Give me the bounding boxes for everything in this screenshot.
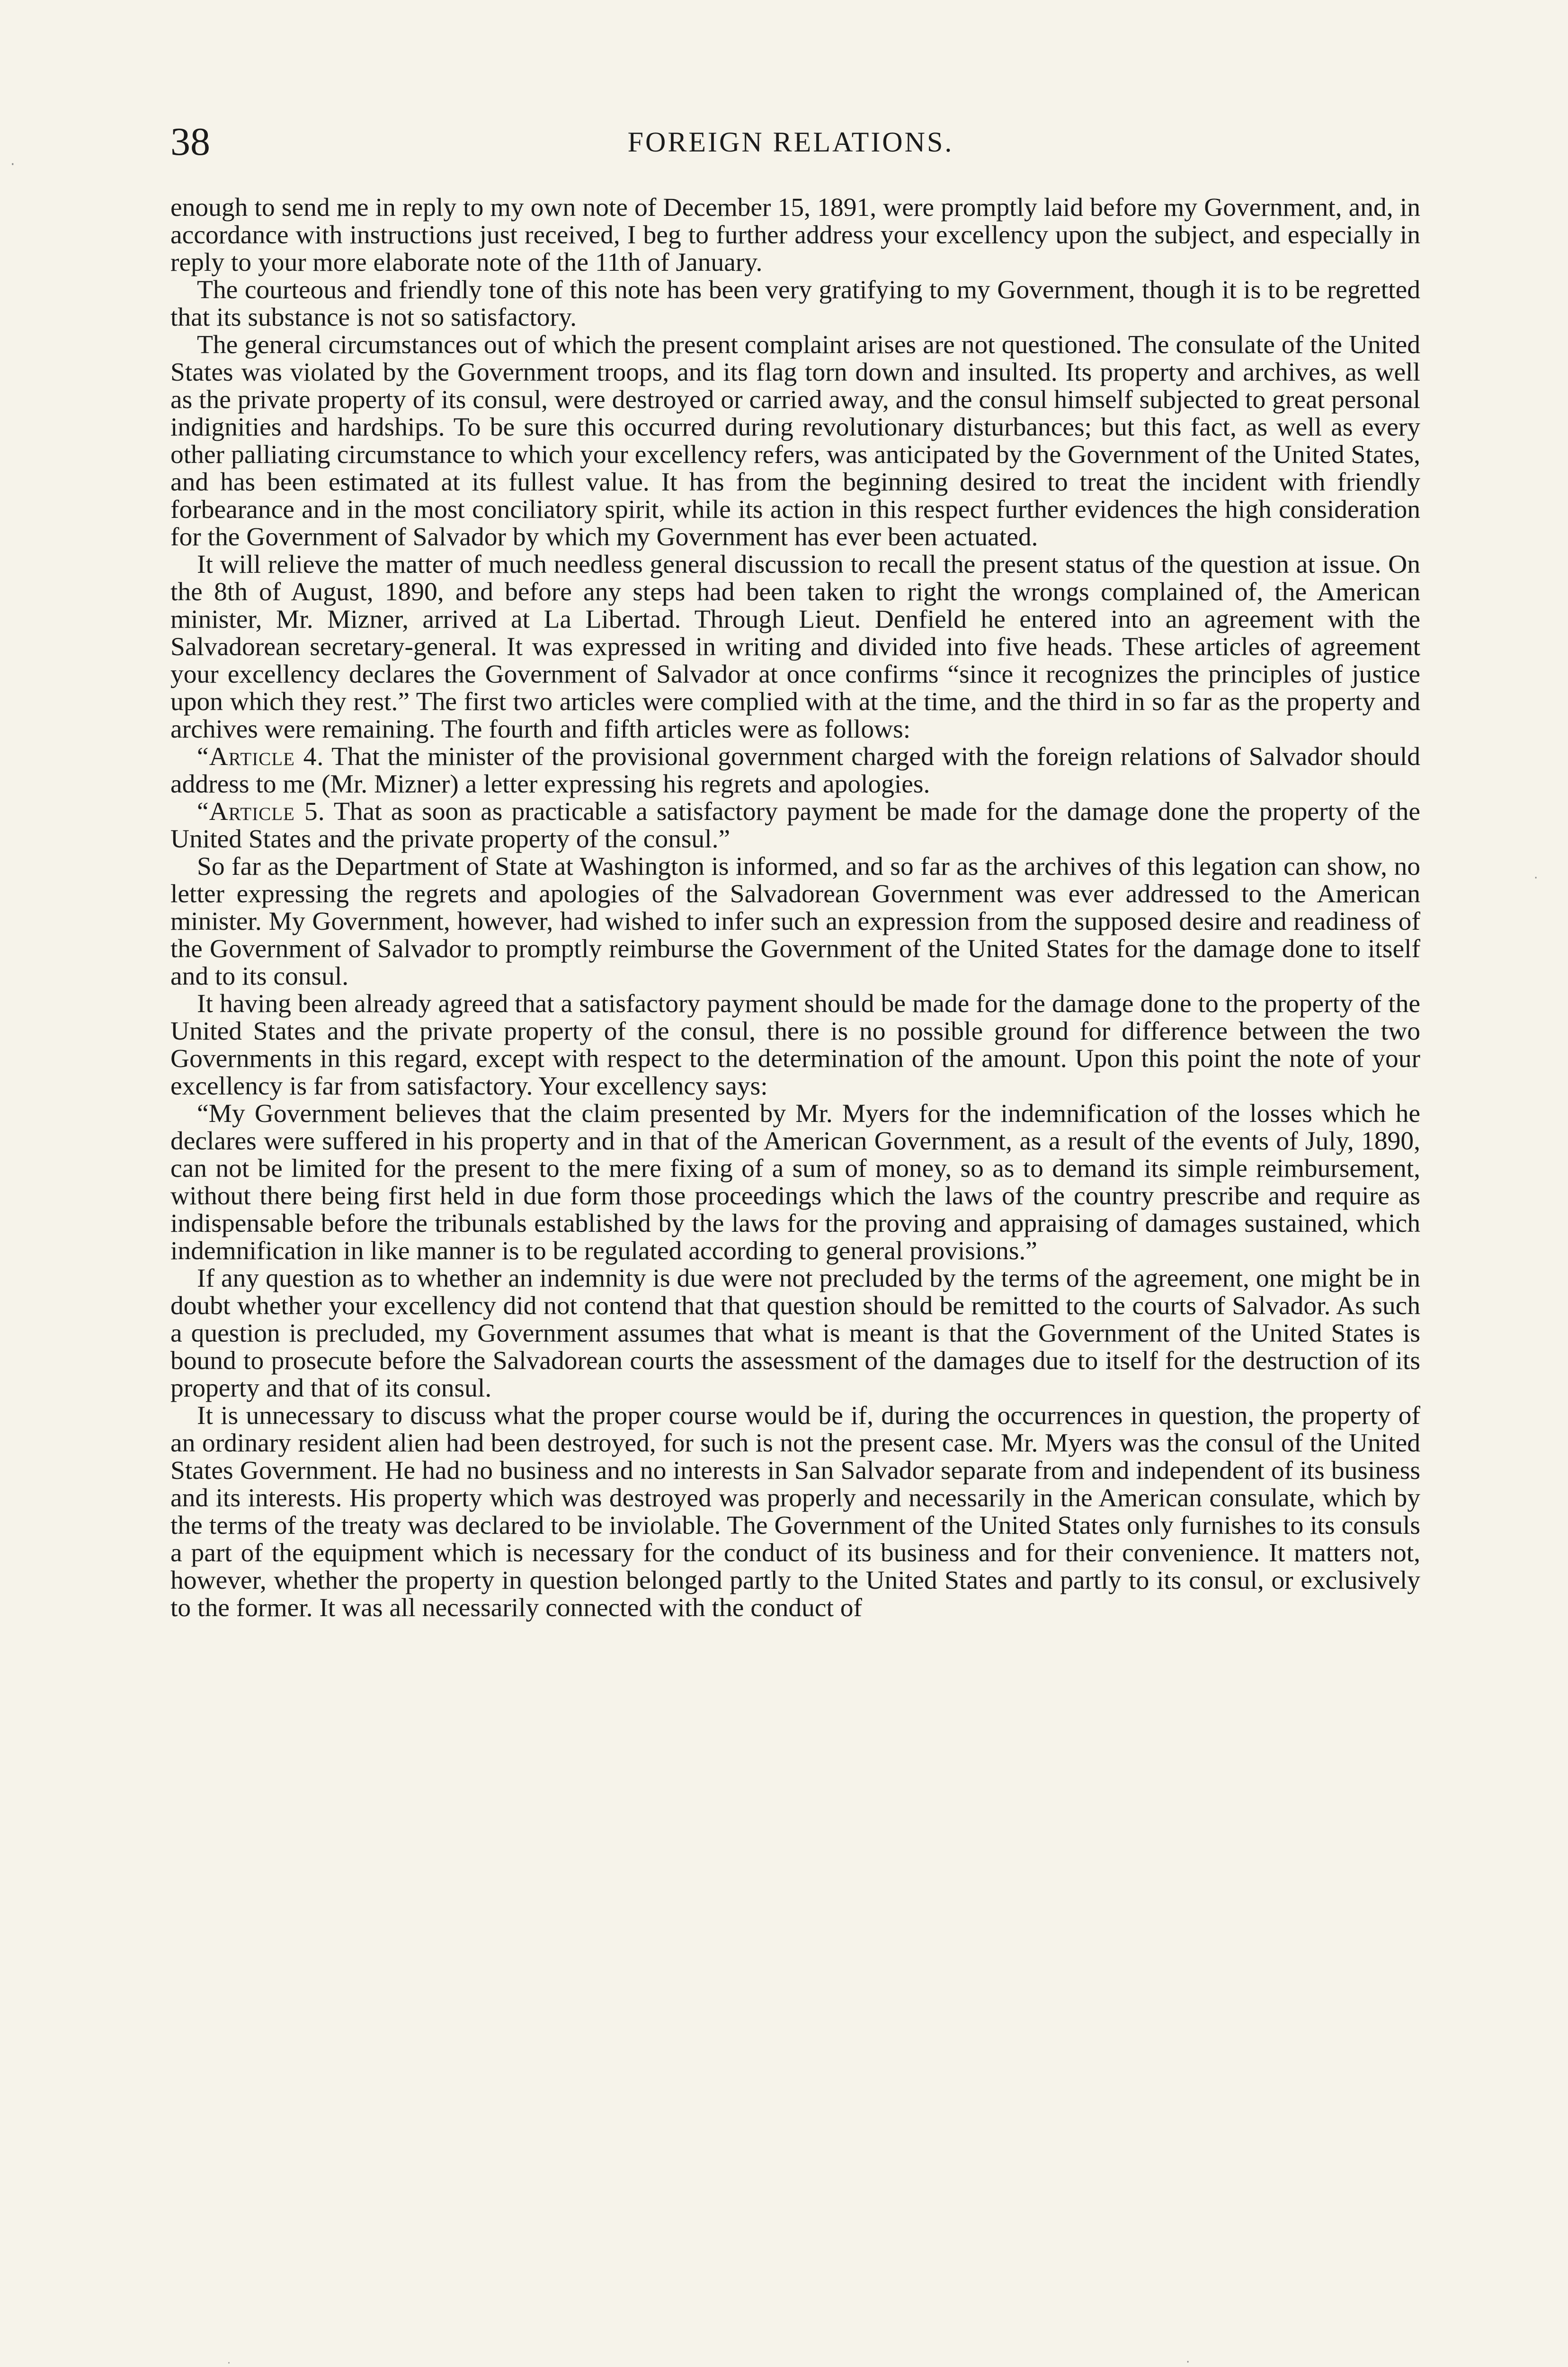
running-head: FOREIGN RELATIONS. xyxy=(627,126,954,158)
article-4-label: “Article 4. xyxy=(197,742,324,771)
paragraph-8: If any question as to whether an indemnity is due were not precluded by the terms of the agreement, one might be in doubt whether your excellency did not contend that that question should be remitted to the courts of Salvador. As such a question is precluded, my Government assumes that what is meant is that the Government of the United States is bound to prosecute before the Salvadorean courts the assessment of the damages due to itself for the destruction of its property and that of its consul. xyxy=(170,1264,1420,1403)
article-4-text: That the minister of the provisional government charged with the foreign relations of Salvador should address to me (Mr. Mizner) a letter expressing his regrets and apologies. xyxy=(170,742,1420,799)
paragraph-6: It having been already agreed that a satisfactory payment should be made for the damage done to the property of the United States and the private property of the consul, there is no possible ground for difference between the two Governments in this regard, except with respect to the determination of the amount. Upon this point the note of your excellency is far from satisfactory. Your excellency says: xyxy=(170,989,1420,1101)
quoted-note: “My Government believes that the claim presented by Mr. Myers for the indemnification of the losses which he declares were suffered in his property and in that of the American Government, as a result of the events of July, 1890, can not be limited for the present to the mere fixing of a sum of money, so as to demand its simple reimbursement, without there being first held in due form those proceedings which the laws of the country prescribe and require as indispensable before the tribunals established by the laws for the proving and appraising of damages sustained, which indemnification in like manner is to be regulated according to general provisions.” xyxy=(170,1099,1420,1265)
body-text xyxy=(170,194,1420,1622)
article-5-label: “Article 5. xyxy=(197,797,325,826)
margin-speck: · xyxy=(1534,871,1538,885)
margin-speck: · xyxy=(10,156,15,173)
margin-speck: · xyxy=(227,2358,231,2367)
article-5-quote xyxy=(170,798,1420,853)
paragraph-9: It is unnecessary to discuss what the proper course would be if, during the occurrences in question, the property of an ordinary resident alien had been destroyed, for such is not the present case. Mr. Myers was the consul of the United States Government. He had no business and no interests in San Salvador separate from and independent of its business and its interests. His property which was destroyed was properly and necessarily in the American consulate, which by the terms of the treaty was declared to be inviolable. The Government of the United States only furnishes to its consuls a part of the equipment which is necessary for the conduct of its business and for their convenience. It matters not, however, whether the property in question belonged partly to the United States and partly to its consul, or exclusively to the former. It was all necessarily connected with the conduct of xyxy=(170,1401,1420,1622)
paragraph-2: The courteous and friendly tone of this note has been very gratifying to my Government, though it is to be regretted that its substance is not so satisfactory. xyxy=(170,276,1420,332)
paragraph-4: It will relieve the matter of much needless general discussion to recall the present status of the question at issue. On the 8th of August, 1890, and before any steps had been taken to right the wrongs complained of, the American minister, Mr. Mizner, arrived at La Libertad. Through Lieut. Denfield he entered into an agreement with the Salvadorean secretary-general. It was expressed in writing and divided into five heads. These articles of agreement your excellency declares the Government of Salvador at once confirms “since it recognizes the principles of justice upon which they rest.” The first two articles were complied with at the time, and the third in so far as the property and archives were remaining. The fourth and fifth articles were as follows: xyxy=(170,550,1420,744)
page-number: 38 xyxy=(170,120,210,164)
article-4-quote xyxy=(170,743,1420,798)
margin-speck: · xyxy=(1186,2355,1190,2367)
paragraph-5: So far as the Department of State at Washington is informed, and so far as the archives of this legation can show, no letter expressing the regrets and apologies of the Salvadorean Government was ever addressed to the American minister. My Government, however, had wished to infer such an expression from the supposed desire and readiness of the Government of Salvador to promptly reimburse the Government of the United States for the damage done to itself and to its consul. xyxy=(170,852,1420,991)
article-5-text: That as soon as practicable a satisfactory payment be made for the damage done the property of the United States and the private property of the consul.” xyxy=(170,797,1421,854)
page-header xyxy=(170,118,1411,170)
paragraph-3: The general circumstances out of which the present complaint arises are not questioned. The consulate of the United States was violated by the Government troops, and its flag torn down and insulted. Its property and archives, as well as the private property of its consul, were destroyed or carried away, and the consul himself subjected to great personal indignities and hardships. To be sure this occurred during revolutionary disturbances; but this fact, as well as every other palliating circumstance to which your excellency refers, was anticipated by the Government of the United States, and has been estimated at its fullest value. It has from the beginning desired to treat the incident with friendly forbearance and in the most conciliatory spirit, while its action in this respect further evidences the high consideration for the Government of Salvador by which my Government has ever been actuated. xyxy=(170,330,1420,552)
paragraph-1: enough to send me in reply to my own note of December 15, 1891, were promptly laid before my Government, and, in accordance with instructions just received, I beg to further address your excellency upon the subject, and especially in reply to your more elaborate note of the 11th of January. xyxy=(170,193,1420,277)
